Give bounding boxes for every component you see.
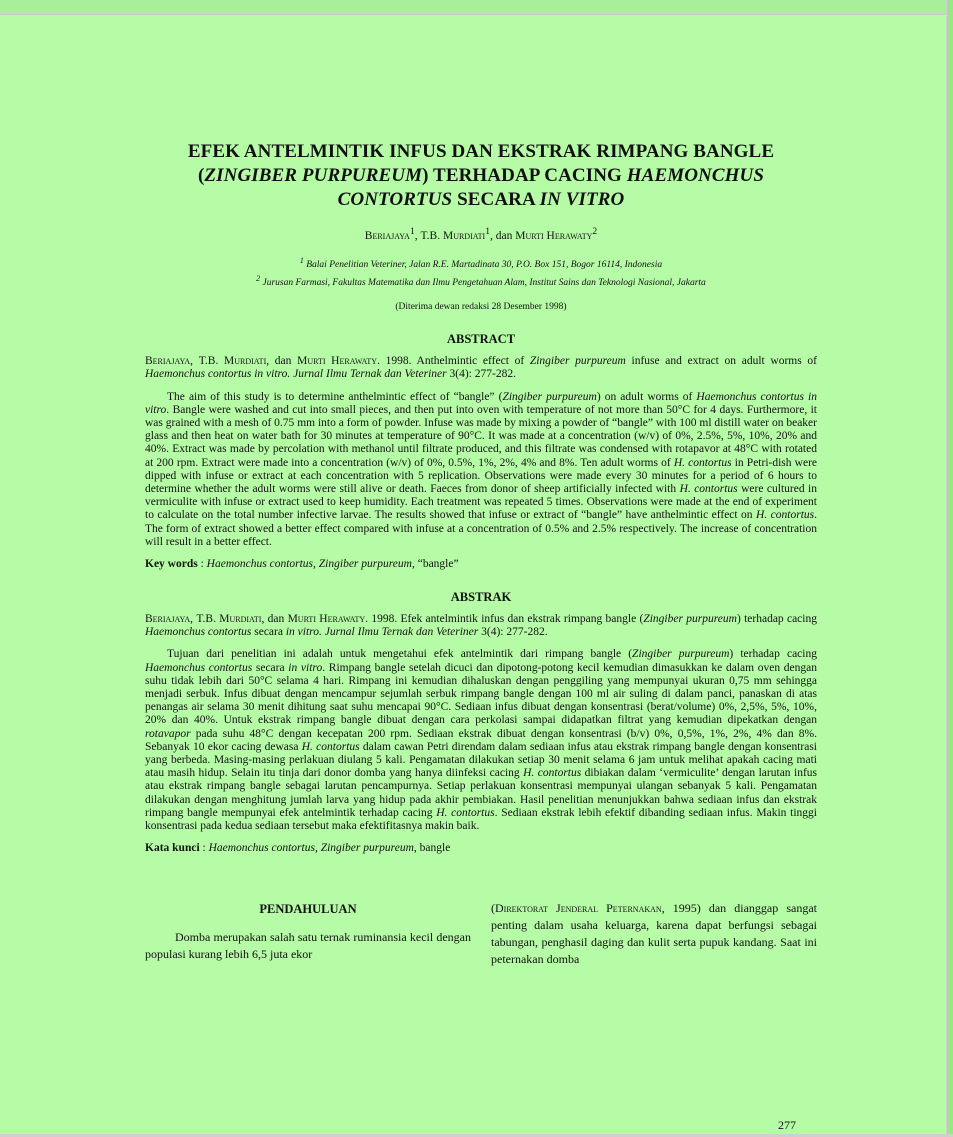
cite-author-2: T.B. Murdiati — [198, 355, 267, 368]
abstrak-text-8: . Sediaan ekstrak lebih efektif dibanding sediaan infus. Makin tinggi konsentrasi pada kedua sediaan tersebut maka efektifitasnya makin baik. — [145, 806, 817, 833]
title-paren-open: ( — [197, 165, 205, 186]
keywords-tail: , “bangle” — [411, 557, 459, 570]
abstract-text-3: . Bangle were washed and cut into small pieces, and then put into oven with temperature of not more than 50°C for 4 days. Furthermore, it was grained with a mesh of 0.75 mm into a form of powder. Infuse was made by mixing a powder of “bangle” with 100 ml distill water on beaker glass and then heat on water bath for 30 minutes at temperature of 90°C. It was made at a concentration (w/v) of 0%, 2.5%, 5%, 10%, 20% and 40%. Extract was made by percolation with methanol until filtrate produced, and this filtrate was condensed with rotapavor at 48°C with rotated at 200 rpm. Extract were made into a concentration (w/v) of 0%, 0.5%, 1%, 2%, 4% and 8%. Ten adult worms of — [145, 403, 817, 469]
intro-paren: ( — [491, 901, 495, 916]
title-genus: HAEMONCHUS — [626, 165, 764, 186]
author-2: T.B. Murdiati — [420, 229, 486, 242]
title-species: ZINGIBER PURPUREUM — [204, 165, 423, 186]
abstract-species-4: H. contortus — [679, 482, 738, 495]
keywords-italic: Haemonchus contortus, Zingiber purpureum — [206, 557, 412, 570]
viewer-scrollbar[interactable] — [946, 0, 953, 1137]
abstrak-cite-text-1: . 1998. Efek antelmintik infus dan ekstrak rimpang bangle ( — [365, 612, 644, 625]
left-column — [145, 900, 471, 968]
received-date: (Diterima dewan redaksi 28 Desember 1998) — [395, 302, 567, 313]
cite-text-2: infuse and extract on adult worms of — [625, 355, 817, 368]
abstract-text-6: . The form of extract showed a better effect compared with infuse at a concentration of 0.5% and 2.5% respectively. The increase of concentration will result in a better effect. — [145, 509, 817, 548]
abstrak-cite-volume: 3(4): 277-282. — [478, 626, 548, 639]
kata-kunci-sep: : — [199, 842, 209, 855]
abstrak-in-vitro: in vitro — [288, 661, 323, 674]
keywords-label: Key words — [145, 557, 198, 570]
cite-author-1: Beriajaya — [145, 355, 191, 368]
abstract-heading: ABSTRACT — [446, 332, 516, 347]
cite-species: Zingiber purpureum — [529, 355, 626, 368]
abstrak-text-7: dibiakan dalam ‘vermiculite’ dengan larutan infus atau ekstrak rimpang bangle sebagai larutan pencampurnya. Setiap perlakuan konsentrasi mempunyai ulangan sebanyak 5 kali. Pengamatan dilakukan dengan menghitung jumlah larva yang hidup pada akhir pembiakan. Hasil penelitian menunjukkan bahwa sediaan infus dan ekstrak rimpang bangle mempunyai efek antelmintik terhadap cacing — [145, 767, 818, 819]
abstrak-cite-species-2: Haemonchus contortus — [145, 626, 252, 639]
abstrak-species-2: Haemonchus contortus — [145, 661, 253, 674]
abstrak-cite-author-3: Murti Herawaty — [287, 612, 366, 625]
abstrak-text-3: secara — [252, 661, 289, 674]
abstract-species-3: H. contortus — [673, 456, 732, 469]
intro-left-paragraph: Domba merupakan salah satu ternak ruminansia kecil dengan populasi kurang lebih 6,5 juta ekor — [145, 930, 471, 962]
abstract-text-5: were cultured in vermiculite with infuse or extract used to keep humidity. Each treatment was repeated 5 times. Observations were made at the end of experiment to calculate on the total number infective larvae. The results showed that infuse or extract of “bangle” have anthelmintic effect on — [145, 482, 818, 522]
title-line-3-mid: SECARA — [452, 189, 540, 210]
kata-kunci-label: Kata kunci — [145, 842, 200, 855]
kata-kunci-italic: Haemonchus contortus, Zingiber purpureum — [208, 842, 414, 855]
abstrak-cite-journal: in vitro. Jurnal Ilmu Ternak dan Veteriner — [285, 626, 479, 639]
abstrak-cite-text-3: secara — [251, 626, 286, 639]
page-number: 277 — [778, 1118, 796, 1132]
abstrak-text-5: pada suhu 48°C dengan kecepatan 200 rpm. Sediaan ekstrak dibuat dengan konsentrasi (b/v) 0%, 0,5%, 1%, 2%, 4% dan 8%. Sebanyak 10 ekor cacing dewasa — [145, 727, 817, 753]
abstrak-text-1: Tujuan dari penelitian ini adalah untuk mengetahui efek antelmintik dari rimpang bangle ( — [167, 648, 633, 661]
body-columns — [145, 900, 817, 968]
abstract-species-5: H. contortus — [756, 509, 815, 522]
author-3: Murti Herawaty — [515, 229, 593, 242]
abstrak-keywords — [145, 842, 817, 854]
abstrak-species-5: H. contortus — [436, 806, 495, 819]
cite-text-1: . 1998. Anthelmintic effect of — [377, 355, 530, 368]
abstrak-text-6: dalam cawan Petri direndam dalam sediaan infus atau ekstrak rimpang bangle dengan konsentrasi yang berbeda. Masing-masing perlakuan diulang 5 kali. Pengamatan dilakukan setiap 30 menit selama 6 jam untuk melihat apakah cacing mati atau masih hidup. Selain itu tinja dari donor domba yang hanya diinfeksi cacing — [145, 740, 817, 780]
cite-volume: 3(4): 277-282. — [446, 368, 516, 381]
abstrak-species-4: H. contortus — [523, 767, 582, 780]
keywords-sep: : — [197, 557, 207, 570]
abstrak-text-2: ) terhadap cacing — [729, 648, 817, 661]
cite-author-3: Murti Herawaty — [297, 355, 378, 368]
abstract-keywords — [145, 558, 817, 570]
intro-cite: Direktorat Jenderal Peternakan — [495, 901, 662, 916]
abstrak-cite-species: Zingiber purpureum — [643, 612, 737, 625]
affiliations: $^1$ Balai Penelitian Veteriner, Jalan R.E. Martadinata 30, P.O. Box 151, Bogor 16114, Indonesia $^2$ Jurusan Farmasi, Fakultas Matematika dan Ilmu Pengetahuan Alam, Institut Sains dan Teknologi Nasional, Jakarta — [256, 255, 706, 289]
abstract-text-2: ) on adult worms of — [596, 390, 697, 403]
abstrak-citation: Beriajaya, T.B. Murdiati, dan Murti Herawaty. 1998. Efek antelmintik infus dan ekstrak rimpang bangle (Zingiber purpureum) terhadap cacing Haemonchus contortus secara in vitro. Jurnal Ilmu Ternak dan Veteriner 3(4): 277-282. — [145, 612, 817, 639]
viewer-top-bar — [0, 0, 953, 15]
title-in-vitro: IN VITRO — [539, 189, 625, 210]
title-line-1: EFEK ANTELMINTIK INFUS DAN EKSTRAK RIMPANG BANGLE — [187, 141, 775, 162]
abstract-text-1: The aim of this study is to determine anthelmintic effect of “bangle” ( — [167, 390, 503, 403]
abstrak-rotavapor: rotavapor — [145, 727, 191, 740]
abstrak-species-3: H. contortus — [301, 740, 360, 753]
abstrak-body — [145, 648, 817, 833]
intro-right-paragraph — [491, 900, 817, 968]
intro-right-text: , 1995) dan dianggap sangat penting dalam usaha keluarga, karena dapat berfungsi sebagai tabungan, penghasil daging dan kulit serta pupuk kandang. Saat ini peternakan domba — [491, 901, 817, 967]
abstrak-cite-author-2: T.B. Murdiati — [196, 612, 262, 625]
affiliation-2: Jurusan Farmasi, Fakultas Matematika dan Ilmu Pengetahuan Alam, Institut Sains dan Teknologi Nasional, Jakarta — [262, 278, 706, 289]
title-species-2: CONTORTUS — [337, 189, 453, 210]
abstrak-cite-text-2: ) terhadap cacing — [736, 612, 817, 625]
title-line-2-mid: ) TERHADAP CACING — [422, 165, 627, 186]
paper-title — [145, 140, 817, 212]
abstrak-cite-author-1: Beriajaya — [145, 612, 191, 625]
abstract-body — [145, 391, 817, 549]
affiliation-1: Balai Penelitian Veteriner, Jalan R.E. Martadinata 30, P.O. Box 151, Bogor 16114, Indonesia — [306, 259, 663, 270]
author-1: Beriajaya — [364, 229, 410, 242]
abstract-text-4: in Petri-dish were dipped with infuse or extract at each concentration with 5 replication. Observations were made every 30 minutes for a period of 6 hours to determine whether the adult worms were still alive or death. Faeces from donor of sheep artificially infected with — [145, 456, 817, 495]
abstract-species-1: Zingiber purpureum — [502, 390, 597, 403]
abstrak-heading: ABSTRAK — [450, 589, 512, 604]
abstract-citation: Beriajaya, T.B. Murdiati, dan Murti Herawaty. 1998. Anthelmintic effect of Zingiber purpureum infuse and extract on adult worms of Haemonchus contortus in vitro. Jurnal Ilmu Ternak dan Veteriner 3(4): 277-282. — [145, 355, 817, 381]
kata-kunci-tail: , bangle — [413, 842, 451, 855]
introduction-heading: PENDAHULUAN — [259, 902, 357, 917]
abstrak-species-1: Zingiber purpureum — [632, 648, 730, 661]
author-list: Beriajaya$^1$, T.B. Murdiati$^1$, dan Murti Herawaty$^2$ — [364, 226, 598, 242]
cite-journal: Haemonchus contortus in vitro. Jurnal Ilmu Ternak dan Veteriner — [145, 368, 447, 381]
abstract-species-2: Haemonchus contortus in vitro — [145, 390, 817, 416]
right-column — [491, 900, 817, 968]
abstrak-text-4: . Rimpang bangle setelah dicuci dan dipotong-potong kecil kemudian dimasukkan ke dalam oven dengan suhu tidak lebih dari 50°C selama 4 hari. Rimpang ini kemudian dihaluskan dengan penggiling yang mempunyai ukuran 0,75 mm sehingga menjadi serbuk. Infus dibuat dengan mencampur sejumlah serbuk rimpang bangle dengan 100 ml air suling di dalam panci, panaskan di atas penangas air selama 30 menit dihitung saat suhu mencapai 90°C. Sediaan infus dibuat dengan konsentrasi (berat/volume) 0%, 2,5%, 5%, 10%, 20% dan 40%. Untuk ekstrak rimpang bangle dibuat dengan cara perkolasi sampai didapatkan filtrat yang kemudian dipekatkan dengan — [145, 661, 817, 727]
author-and: , dan — [490, 229, 516, 242]
paper-page — [145, 140, 817, 968]
